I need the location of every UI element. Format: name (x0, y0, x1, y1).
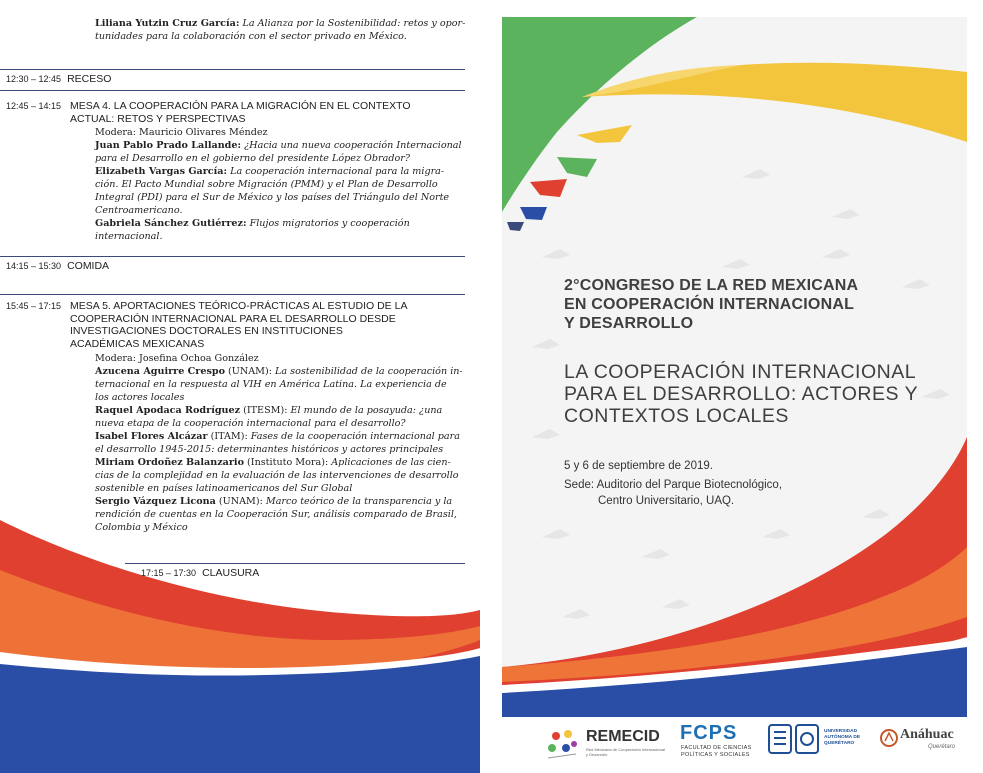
divider (0, 90, 465, 91)
yellow-bird (577, 125, 632, 143)
yellow-swoosh (582, 63, 967, 142)
talk (95, 365, 467, 404)
slot-comida (6, 260, 109, 273)
divider (0, 69, 465, 70)
talk-title: ternacional en la respuesta al VIH en América Latina. La experiencia de (95, 379, 447, 390)
slot-label: COMIDA (67, 260, 110, 272)
mesa4-title-line: MESA 4. LA COOPERACIÓN PARA LA MIGRACIÓN EN EL CONTEXTO (70, 100, 411, 112)
theme-title-line: LA COOPERACIÓN INTERNACIONAL (564, 361, 917, 383)
talk-title: El mundo de la posayuda: ¿una (290, 405, 443, 416)
cover-panel (502, 17, 967, 717)
navy-bird (507, 222, 524, 231)
red-bird (530, 179, 567, 197)
talk-title: cias de la complejidad en la evaluación de las intervenciones de desarrollo (95, 470, 459, 481)
speaker-affiliation: (ITAM): (207, 431, 248, 442)
talk-title: Aplicaciones de las cien- (331, 457, 451, 468)
speaker-name: Miriam Ordoñez Balanzario (95, 457, 244, 468)
talk (95, 495, 467, 534)
congress-title (564, 276, 959, 333)
talk-title: nueva etapa de la cooperación internacional para el desarrollo? (95, 418, 406, 429)
mesa4-title-line: ACTUAL: RETOS Y PERSPECTIVAS (70, 112, 246, 125)
uaq-logo-line: UNIVERSIDAD (824, 729, 858, 734)
speaker-name: Juan Pablo Prado Lallande: (95, 140, 242, 151)
speaker-name: Liliana Yutzin Cruz García: (95, 18, 240, 29)
talk-title: ¿Hacia una nueva cooperación Internacional (244, 140, 462, 151)
mesa5-title-line: INVESTIGACIONES DOCTORALES EN INSTITUCIONES (70, 325, 343, 337)
talk-title: Flujos migratorios y cooperación internacional. (95, 218, 410, 242)
talk-title: Marco teórico de la transparencia y la (265, 496, 453, 507)
anahuac-logo-subtitle: Querétaro (928, 744, 956, 750)
slot-clausura (141, 567, 259, 580)
page-fold (480, 0, 502, 773)
mesa5-title-line: COOPERACIÓN INTERNACIONAL PARA EL DESARROLLO DESDE (70, 312, 396, 325)
congress-title-line: 2°CONGRESO DE LA RED MEXICANA (564, 277, 859, 294)
divider (0, 294, 465, 295)
fcps-logo-subtitle: POLÍTICAS Y SOCIALES (681, 752, 750, 758)
remecid-logo-subtitle: Red Mexicana de Cooperación Internacional y Desarrollo (586, 747, 665, 757)
talk-title: Fases de la cooperación internacional para (250, 431, 460, 442)
speaker-name: Raquel Apodaca Rodríguez (95, 405, 241, 416)
remecid-logo-text: REMECID (586, 728, 660, 745)
talk-title: el desarrollo 1945-2015: determinantes históricos y actores principales (95, 444, 444, 455)
speaker-affiliation: (Instituto Mora): (243, 457, 329, 468)
speaker-name: Isabel Flores Alcázar (95, 431, 208, 442)
talk-title: Centroamericano. (95, 205, 183, 216)
talk-title: La sostenibilidad de la cooperación in- (275, 366, 463, 377)
mesa5-title-line: ACADÉMICAS MEXICANAS (70, 337, 205, 350)
talk (95, 430, 467, 456)
theme-title (564, 361, 959, 427)
moderator: Modera: Mauricio Olivares Méndez (95, 127, 268, 138)
slot-label: CLAUSURA (202, 567, 260, 579)
speaker-name: Azucena Aguirre Crespo (95, 366, 225, 377)
speaker-name: Gabriela Sánchez Gutiérrez: (95, 218, 247, 229)
slot-time: 12:30 – 12:45 (6, 74, 62, 84)
anahuac-logo-text: Anáhuac (900, 727, 954, 742)
talk-title: sostenible en países latinoamericanos del Sur Global (95, 483, 353, 494)
mesa5-content (95, 352, 467, 534)
mesa4-content (95, 126, 467, 243)
fcps-logo-text: FCPS (680, 722, 738, 744)
talk-title: para el Desarrollo en el gobierno del presidente López Obrador? (95, 153, 410, 164)
talk-cruz-garcia (95, 17, 467, 43)
congress-title-line: Y DESARROLLO (564, 315, 694, 332)
slot-time: 14:15 – 15:30 (6, 261, 62, 271)
talk (95, 404, 467, 430)
slot-label: RECESO (67, 73, 112, 85)
program-left-panel (0, 0, 480, 773)
talk-title: los actores locales (95, 392, 185, 403)
uaq-shield-icons (768, 724, 820, 754)
theme-title-line: CONTEXTOS LOCALES (564, 405, 789, 427)
speaker-name: Elizabeth Vargas García: (95, 166, 228, 177)
mesa5-time: 15:45 – 17:15 (6, 301, 62, 311)
mesa4-time: 12:45 – 14:15 (6, 101, 62, 111)
talk-title: tunidades para la colaboración con el sector privado en México. (95, 31, 407, 42)
mesa5-title-line: MESA 5. APORTACIONES TEÓRICO-PRÁCTICAS AL ESTUDIO DE LA (70, 300, 408, 312)
theme-title-line: PARA EL DESARROLLO: ACTORES Y (564, 383, 919, 405)
green-bird (557, 157, 597, 177)
speaker-affiliation: (UNAM): (224, 366, 272, 377)
event-date: 5 y 6 de septiembre de 2019. (564, 460, 713, 472)
slot-time: 17:15 – 17:30 (141, 568, 197, 578)
talk-title: ción. El Pacto Mundial sobre Migración (PMM) y el Plan de Desarrollo (95, 179, 438, 190)
talk (95, 217, 467, 243)
congress-title-line: EN COOPERACIÓN INTERNACIONAL (564, 296, 855, 313)
mesa5-title (70, 300, 465, 350)
moderator: Modera: Josefina Ochoa González (95, 353, 259, 364)
talk-title: La cooperación internacional para la migra- (230, 166, 445, 177)
remecid-logo-icon (542, 724, 582, 760)
divider (0, 256, 465, 257)
speaker-affiliation: (ITESM): (240, 405, 288, 416)
event-venue: Sede: Auditorio del Parque Biotecnológico, (564, 479, 783, 491)
blue-bird (520, 207, 547, 220)
speaker-affiliation: (UNAM): (215, 496, 263, 507)
uaq-logo-text (824, 729, 860, 747)
uaq-logo-line: QUERÉTARO (824, 741, 855, 746)
sponsor-logos (502, 720, 983, 773)
fcps-logo-subtitle: FACULTAD DE CIENCIAS (681, 745, 752, 751)
talk-title: rendición de cuentas en la Cooperación Sur, análisis comparado de Brasil, (95, 509, 457, 520)
talk (95, 165, 467, 217)
talk (95, 456, 467, 495)
talk-title: Colombia y México (95, 522, 188, 533)
talk (95, 139, 467, 165)
slot-receso (6, 73, 111, 86)
speaker-name: Sergio Vázquez Licona (95, 496, 216, 507)
mesa4-title (70, 100, 465, 125)
event-venue: Centro Universitario, UAQ. (598, 495, 735, 507)
anahuac-emblem-icon (880, 729, 898, 747)
talk-title: Integral (PDI) para el Sur de México y los países del Triángulo del Norte (95, 192, 450, 203)
divider (125, 563, 465, 564)
talk-title: La Alianza por la Sostenibilidad: retos y opor- (242, 18, 466, 29)
uaq-logo-line: AUTÓNOMA DE (824, 735, 861, 740)
